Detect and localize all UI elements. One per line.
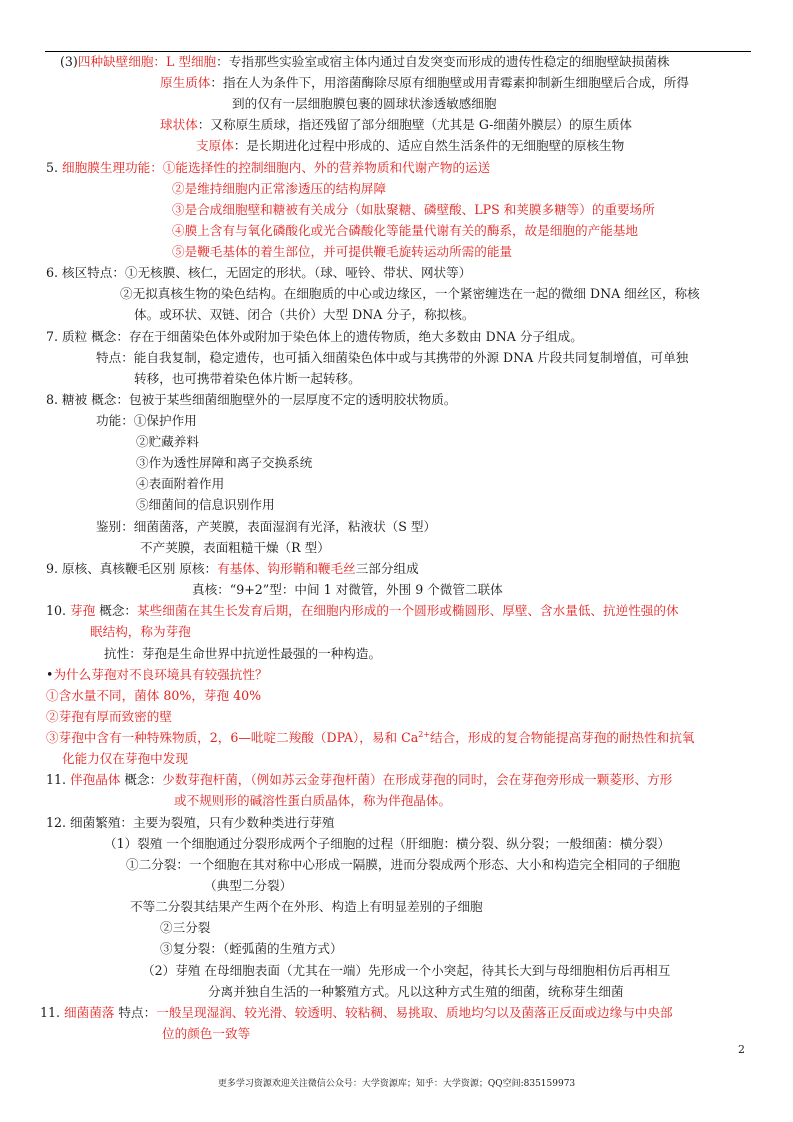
text-line (46, 559, 419, 580)
text-line (172, 179, 386, 200)
text-line (104, 644, 381, 665)
body-text: 不产荚膜，表面粗糙干燥（R 型） (140, 540, 330, 555)
body-text: ：是长期进化过程中形成的、适应自然生活条件的无细胞壁的原核生物 (233, 138, 625, 153)
text-line (136, 453, 312, 474)
body-text: ：又称原生质球，指还残留了部分细胞壁（尤其是 G-细菌外膜层）的原生质体 (197, 117, 632, 132)
body-text: ⑤细菌间的信息识别作用 (136, 497, 275, 512)
body-text: 三部分组成 (355, 561, 419, 576)
text-line (96, 348, 688, 369)
highlighted-text: 原生质体 (160, 75, 211, 90)
body-text: 11. (46, 772, 71, 787)
body-text: 10. (46, 603, 71, 618)
text-line (40, 1003, 673, 1024)
body-text: 功能：①保护作用 (96, 413, 197, 428)
highlighted-text: 化能力仅在芽孢中发现 (62, 751, 188, 766)
body-text: 概念： (95, 603, 138, 618)
body-text: ：专指那些实验室或宿主体内通过自发突变而形成的遗传性稳定的细胞壁缺损菌株 (216, 54, 670, 69)
highlighted-text: 结合，形成的复合物能提高芽孢的耐热性和抗氧 (430, 730, 695, 745)
highlighted-text: 少数芽孢杆菌，（例如苏云金芽孢杆菌）在形成芽孢的同时，会在芽孢旁形成一颗菱形、方形 (162, 772, 673, 787)
text-line (136, 474, 224, 495)
highlighted-text: ①含水量不同，菌体 80%，芽孢 40% (46, 688, 262, 703)
body-text: ④表面附着作用 (136, 476, 225, 491)
body-text: 转移，也可携带着染色体片断一起转移。 (134, 371, 361, 386)
text-line (104, 834, 670, 855)
text-line (172, 200, 655, 221)
text-line (162, 1024, 250, 1045)
body-text: ①二分裂：一个细胞在其对称中心形成一隔膜，进而分裂成两个形态、大小和构造完全相同的子细胞 (126, 857, 681, 872)
text-line (196, 136, 624, 157)
page-number: 2 (738, 1043, 745, 1056)
body-text: • (46, 667, 54, 682)
text-line (172, 221, 638, 242)
body-text: 6. 核区特点：①无核膜、核仁，无固定的形状。（球、哑铃、带状、网状等） (46, 265, 472, 280)
text-line (160, 73, 689, 94)
text-line (140, 538, 330, 559)
text-line (192, 580, 503, 601)
text-line (46, 707, 172, 728)
text-line (46, 665, 268, 686)
body-text: ③作为透性屏障和离子交换系统 (136, 455, 313, 470)
text-line (46, 390, 456, 411)
body-text: (3) (60, 54, 78, 69)
highlighted-text: 支原体 (196, 138, 234, 153)
text-line (208, 982, 624, 1003)
text-line (46, 770, 672, 791)
highlighted-text: ②是维持细胞内正常渗透压的结构屏障 (172, 181, 387, 196)
highlighted-text: 球状体 (160, 117, 198, 132)
text-line (134, 369, 361, 390)
body-text: 特点：能自我复制，稳定遗传，也可插入细菌染色体中或与其携带的外源 DNA 片段共同复制增值，可单独 (96, 350, 689, 365)
highlighted-text: ③芽孢中含有一种特殊物质，2，6—吡啶二羧酸（DPA），易和 Ca (46, 730, 419, 745)
body-text: 11. (40, 1005, 65, 1020)
text-line (136, 432, 199, 453)
body-text: ②无拟真核生物的染色结构。在细胞质的中心或边缘区，一个紧密缠迭在一起的微细 DNA 细丝区，称核 (120, 286, 700, 301)
body-text: 鉴别：细菌菌落，产荚膜，表面湿润有光泽，粘液状（S 型） (96, 519, 437, 534)
text-line (136, 495, 275, 516)
body-text: 不等二分裂其结果产生两个在外形、构造上有明显差别的子细胞 (130, 899, 483, 914)
text-line (46, 601, 679, 622)
text-line (46, 813, 335, 834)
body-text: ②三分裂 (160, 920, 211, 935)
body-text: （2）芽殖 在母细胞表面（尤其在一端）先形成一个小突起，待其长大到与母细胞相仿后再相互 (142, 963, 671, 978)
body-text: ②贮藏养料 (136, 434, 199, 449)
body-text: 8. 糖被 概念：包被于某些细菌细胞壁外的一层厚度不定的透明胶状物质。 (46, 392, 457, 407)
highlighted-text: ③是合成细胞壁和糖被有关成分（如肽聚糖、磷壁酸、LPS 和荚膜多糖等）的重要场所 (172, 202, 655, 217)
text-line (172, 242, 512, 263)
text-line (46, 327, 583, 348)
text-line (96, 411, 197, 432)
highlighted-text: 一般呈现湿润、较光滑、较透明、较粘稠、易挑取、质地均匀以及菌落正反面或边缘与中央部 (156, 1005, 673, 1020)
highlighted-text: ②芽孢有厚而致密的壁 (46, 709, 172, 724)
body-text: 12. 细菌繁殖：主要为裂殖，只有少数种类进行芽殖 (46, 815, 335, 830)
highlighted-text: 伴孢晶体 (70, 772, 121, 787)
text-line (90, 622, 191, 643)
body-text: ：指在人为条件下，用溶菌酶除尽原有细胞壁或用青霉素抑制新生细胞壁后合成，所得 (210, 75, 689, 90)
text-line (134, 305, 474, 326)
text-line (62, 749, 188, 770)
body-text: ③复分裂：（蛭弧菌的生殖方式） (160, 941, 343, 956)
highlighted-text: 芽孢 (70, 603, 96, 618)
text-line (46, 263, 471, 284)
body-text: 特点： (114, 1005, 157, 1020)
highlighted-text: 位的颜色一致等 (162, 1026, 251, 1041)
highlighted-text: 为什么芽孢对不良环境具有较强抗性？ (53, 667, 268, 682)
text-line (46, 728, 695, 749)
body-text: 9. 原核、真核鞭毛区别 原核： (46, 561, 218, 576)
body-text: 概念： (120, 772, 163, 787)
text-line (96, 517, 436, 538)
page-footer: 更多学习资源欢迎关注微信公众号：大学资源库；知乎：大学资源；QQ空间:835159973 (217, 1079, 576, 1089)
body-text: 体。或环状、双链、闭合（共价）大型 DNA 分子，称拟核。 (134, 307, 475, 322)
highlighted-text: ⑤是鞭毛基体的着生部位，并可提供鞭毛旋转运动所需的能量 (172, 244, 513, 259)
text-line (126, 855, 680, 876)
text-line (174, 791, 451, 812)
text-line (232, 94, 496, 115)
highlighted-text: 或不规则形的碱溶性蛋白质晶体，称为伴孢晶体。 (174, 793, 452, 808)
highlighted-text: 眠结构，称为芽孢 (90, 624, 191, 639)
body-text: （典型二分裂） (204, 878, 293, 893)
text-line (60, 52, 670, 73)
highlighted-text: 细胞膜生理功能：①能选择性的控制细胞内、外的营养物质和代谢产物的运送 (62, 160, 491, 175)
body-text: 真核：“9+2”型：中间 1 对微管，外围 9 个微管二联体 (192, 582, 503, 597)
highlighted-text: 某些细菌在其生长发育后期，在细胞内形成的一个圆形或椭圆形、厚壁、含水量低、抗逆性强的休 (137, 603, 679, 618)
highlighted-text: 四种缺壁细胞：L 型细胞 (77, 54, 217, 69)
text-line (160, 939, 343, 960)
text-line (130, 897, 483, 918)
text-line (142, 961, 670, 982)
highlighted-text: 2+ (418, 729, 431, 739)
body-text: 分离并独自生活的一种繁殖方式。凡以这种方式生殖的细菌，统称芽生细菌 (208, 984, 624, 999)
highlighted-text: 细菌菌落 (64, 1005, 115, 1020)
body-text: 抗性：芽孢是生命世界中抗逆性最强的一种构造。 (104, 646, 382, 661)
body-text: 5. (46, 160, 63, 175)
text-line (120, 284, 700, 305)
text-line (160, 918, 210, 939)
text-line (46, 158, 490, 179)
highlighted-text: ④膜上含有与氧化磷酸化或光合磷酸化等能量代谢有关的酶系，故是细胞的产能基地 (172, 223, 638, 238)
highlighted-text: 有基体、钩形鞘和鞭毛丝 (217, 561, 356, 576)
text-line (204, 876, 292, 897)
text-line (46, 686, 261, 707)
body-text: 到的仅有一层细胞膜包裹的圆球状渗透敏感细胞 (232, 96, 497, 111)
body-text: 7. 质粒 概念：存在于细菌染色体外或附加于染色体上的遗传物质，绝大多数由 DNA 分子组成。 (46, 329, 583, 344)
text-line (160, 115, 632, 136)
body-text: （1）裂殖 一个细胞通过分裂形成两个子细胞的过程（肝细胞：横分裂、纵分裂；一般细菌：横分裂） (104, 836, 671, 851)
